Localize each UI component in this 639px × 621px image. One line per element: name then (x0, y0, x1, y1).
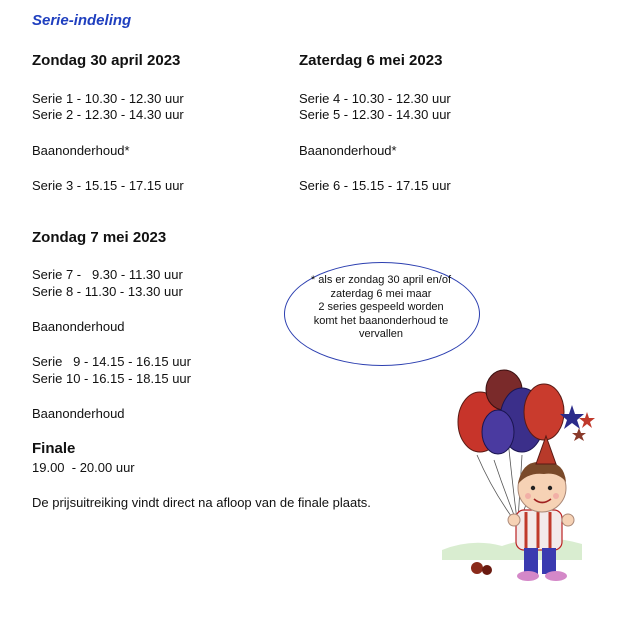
page-heading: Serie-indeling (32, 12, 132, 29)
series-line: Serie 4 - 10.30 - 12.30 uur (299, 91, 451, 106)
series-line: Serie 8 - 11.30 - 13.30 uur (32, 284, 183, 299)
series-line: Serie 5 - 12.30 - 14.30 uur (299, 107, 451, 122)
note-line: * als er zondag 30 april en/of (310, 274, 452, 286)
prize-text: De prijsuitreiking vindt direct na afloop van de finale plaats. (32, 495, 371, 510)
maintenance-line: Baanonderhoud (32, 406, 125, 421)
note-line: 2 series gespeeld worden (318, 301, 444, 313)
finale-title: Finale (32, 440, 76, 457)
note-text (300, 274, 462, 342)
day-title-1: Zondag 30 april 2023 (32, 52, 181, 69)
series-line: Serie 2 - 12.30 - 14.30 uur (32, 107, 184, 122)
series-line: Serie 10 - 16.15 - 18.15 uur (32, 371, 191, 386)
series-line: Serie 7 - 9.30 - 11.30 uur (32, 267, 183, 282)
series-line: Serie 6 - 15.15 - 17.15 uur (299, 178, 451, 193)
balloon-blue (482, 410, 514, 454)
finale-time: 19.00 - 20.00 uur (32, 460, 135, 475)
maintenance-line: Baanonderhoud (32, 319, 125, 334)
day-title-2: Zaterdag 6 mei 2023 (299, 52, 443, 69)
star-icon (572, 428, 586, 441)
balloon-red-2 (524, 384, 564, 440)
series-line: Serie 1 - 10.30 - 12.30 uur (32, 91, 184, 106)
balloon-kid-illustration (432, 360, 602, 596)
maintenance-line: Baanonderhoud* (299, 143, 397, 158)
note-line: vervallen (358, 328, 404, 340)
series-line: Serie 3 - 15.15 - 17.15 uur (32, 178, 184, 193)
note-line: zaterdag 6 mei maar (330, 287, 432, 300)
maintenance-line: Baanonderhoud* (32, 143, 130, 158)
day-title-3: Zondag 7 mei 2023 (32, 229, 167, 246)
series-line: Serie 9 - 14.15 - 16.15 uur (32, 354, 191, 369)
note-line: komt het baanonderhoud te (313, 314, 449, 327)
